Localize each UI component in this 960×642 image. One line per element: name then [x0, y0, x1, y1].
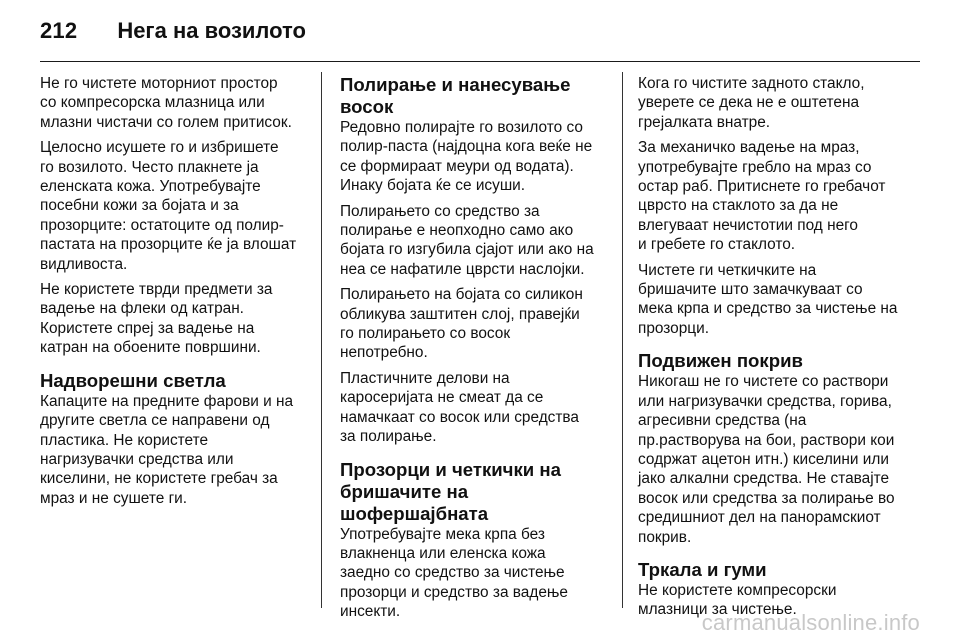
- text-line: Инаку бојата ќе се исуши.: [340, 177, 526, 195]
- text-line: прозорци.: [638, 319, 709, 337]
- text-line: Редовно полирајте го возилото со: [340, 119, 583, 136]
- text-line: Чистете ги четкичките на: [638, 261, 817, 279]
- text-line: инсекти.: [340, 603, 401, 621]
- section-heading: [40, 370, 308, 392]
- text-line: непотребно.: [340, 344, 428, 362]
- paragraph: [638, 138, 906, 254]
- paragraph: [638, 261, 906, 339]
- text-line: прозорци и средство за вадење: [340, 583, 568, 601]
- page-number: 212: [40, 18, 78, 43]
- paragraph: [40, 392, 308, 508]
- text-line: Никогаш не го чистете со раствори: [638, 373, 889, 391]
- text-line: го возилото. Често плакнете ја: [40, 158, 259, 176]
- text-line: Пластичните делови на: [340, 369, 510, 387]
- text-line: се формираат меури од водата).: [340, 157, 574, 175]
- text-line: Кога го чистите задното стакло,: [638, 75, 865, 92]
- section-heading: [340, 74, 608, 118]
- text-line: Полирањето на бојата со силикон: [340, 286, 583, 304]
- text-line: неа се нафатиле цврсти наслојки.: [340, 260, 585, 278]
- text-line: за полирање.: [340, 428, 437, 446]
- paragraph: [638, 372, 906, 547]
- text-line: Не го чистете моторниот простор: [40, 75, 278, 92]
- text-line: полирање е неопходно само ако: [340, 222, 574, 240]
- text-line: заедно со средство за чистење: [340, 564, 565, 582]
- paragraph: [40, 280, 308, 358]
- paragraph: [340, 525, 608, 622]
- text-line: За механичко вадење на мраз,: [638, 139, 860, 157]
- text-line: и гребете го стаклото.: [638, 236, 796, 254]
- paragraph: [340, 285, 608, 363]
- paragraph: [40, 74, 308, 132]
- text-line: пр.растворува на бои, раствори кои: [638, 431, 895, 449]
- text-line: киселини, не користете гребач за: [40, 470, 278, 488]
- text-line: уверете се дека не е оштетена: [638, 94, 860, 112]
- text-line: Не користете компресорски: [638, 581, 837, 599]
- text-line: содржат ацетон итн.) киселини или: [638, 450, 889, 468]
- section-heading: [638, 559, 906, 581]
- text-line: или нагризувачки средства, горива,: [638, 392, 892, 410]
- paragraph: [340, 202, 608, 280]
- text-line: бојата го изгубила сјајот или ако на: [340, 241, 594, 259]
- text-line: млазни чистачи со голем притисок.: [40, 113, 292, 131]
- text-line: нагризувачки средства или: [40, 450, 234, 468]
- text-line: катран на обоените површини.: [40, 339, 261, 357]
- text-line: грејалката внатре.: [638, 113, 771, 131]
- text-line: пластика. Не користете: [40, 431, 209, 449]
- column-left: [40, 74, 308, 514]
- text-line: со компресорска млазница или: [40, 94, 265, 112]
- text-line: покрив.: [638, 528, 692, 546]
- watermark: carmanualsonline.info: [701, 610, 920, 635]
- text-line: другите светла се направени од: [40, 412, 270, 430]
- paragraph: [638, 74, 906, 132]
- text-line: шофершајбната: [340, 502, 489, 524]
- text-line: Употребувајте мека крпа без: [340, 525, 545, 543]
- paragraph: [340, 118, 608, 196]
- text-line: видливоста.: [40, 255, 128, 273]
- text-line: употребувајте гребло на мраз со: [638, 158, 872, 176]
- text-line: го полирањето со восок: [340, 325, 511, 343]
- text-line: Надворешни светла: [40, 369, 226, 391]
- text-line: Капаците на предните фарови и на: [40, 392, 294, 410]
- text-line: јако алкални средства. Не ставајте: [638, 470, 890, 488]
- text-line: посебни кожи за бојата и за: [40, 197, 239, 215]
- text-line: еленската кожа. Употребувајте: [40, 178, 261, 196]
- text-line: средишниот дел на панорамскиот: [638, 509, 881, 527]
- text-line: влегуваат нечистотии под него: [638, 216, 858, 234]
- text-line: Тркала и гуми: [638, 558, 767, 580]
- text-line: цврсто на стаклото за да не: [638, 197, 839, 215]
- text-line: Подвижен покрив: [638, 350, 803, 372]
- text-line: Прозорци и четкички на: [340, 458, 561, 480]
- text-line: каросеријата не смеат да се: [340, 389, 544, 407]
- text-line: намачкаат со восок или средства: [340, 408, 579, 426]
- text-line: Полирањето со средство за: [340, 202, 540, 220]
- text-line: восок или средства за полирање во: [638, 489, 895, 507]
- header-rule: [40, 61, 920, 62]
- text-line: обликува заштитен слој, правејќи: [340, 305, 580, 323]
- text-line: влакненца или еленска кожа: [340, 544, 546, 562]
- text-line: Не користете тврди предмети за: [40, 281, 273, 299]
- text-line: восок: [340, 96, 394, 117]
- text-line: Целосно исушете го и избришете: [40, 139, 279, 157]
- page-title: Нега на возилото: [117, 18, 306, 43]
- text-line: вадење на флеки од катран.: [40, 300, 244, 318]
- text-line: агресивни средства (на: [638, 412, 807, 430]
- text-line: Користете спреј за вадење на: [40, 319, 255, 337]
- paragraph: [340, 369, 608, 447]
- column-right: [638, 74, 906, 626]
- text-line: мека крпа и средство за чистење на: [638, 300, 898, 318]
- page-header: [40, 14, 306, 48]
- text-line: бришачите на: [340, 480, 469, 502]
- column-divider: [321, 72, 322, 608]
- text-line: мраз и не сушете ги.: [40, 489, 188, 507]
- paragraph: [40, 138, 308, 274]
- text-line: млазници за чистење.: [638, 601, 797, 619]
- text-line: остар раб. Притиснете го гребачот: [638, 178, 886, 196]
- text-line: полир-паста (најдоцна кога веќе не: [340, 138, 593, 156]
- text-line: бришачите што замачкуваат со: [638, 281, 863, 299]
- text-line: пастата на прозорците ќе ја влошат: [40, 236, 297, 254]
- text-line: Полирање и нанесување: [340, 74, 571, 95]
- text-line: прозорците: остатоците од полир-: [40, 216, 284, 234]
- section-heading: [638, 350, 906, 372]
- section-heading: [340, 459, 608, 525]
- column-divider: [622, 72, 623, 608]
- column-middle: [340, 74, 608, 628]
